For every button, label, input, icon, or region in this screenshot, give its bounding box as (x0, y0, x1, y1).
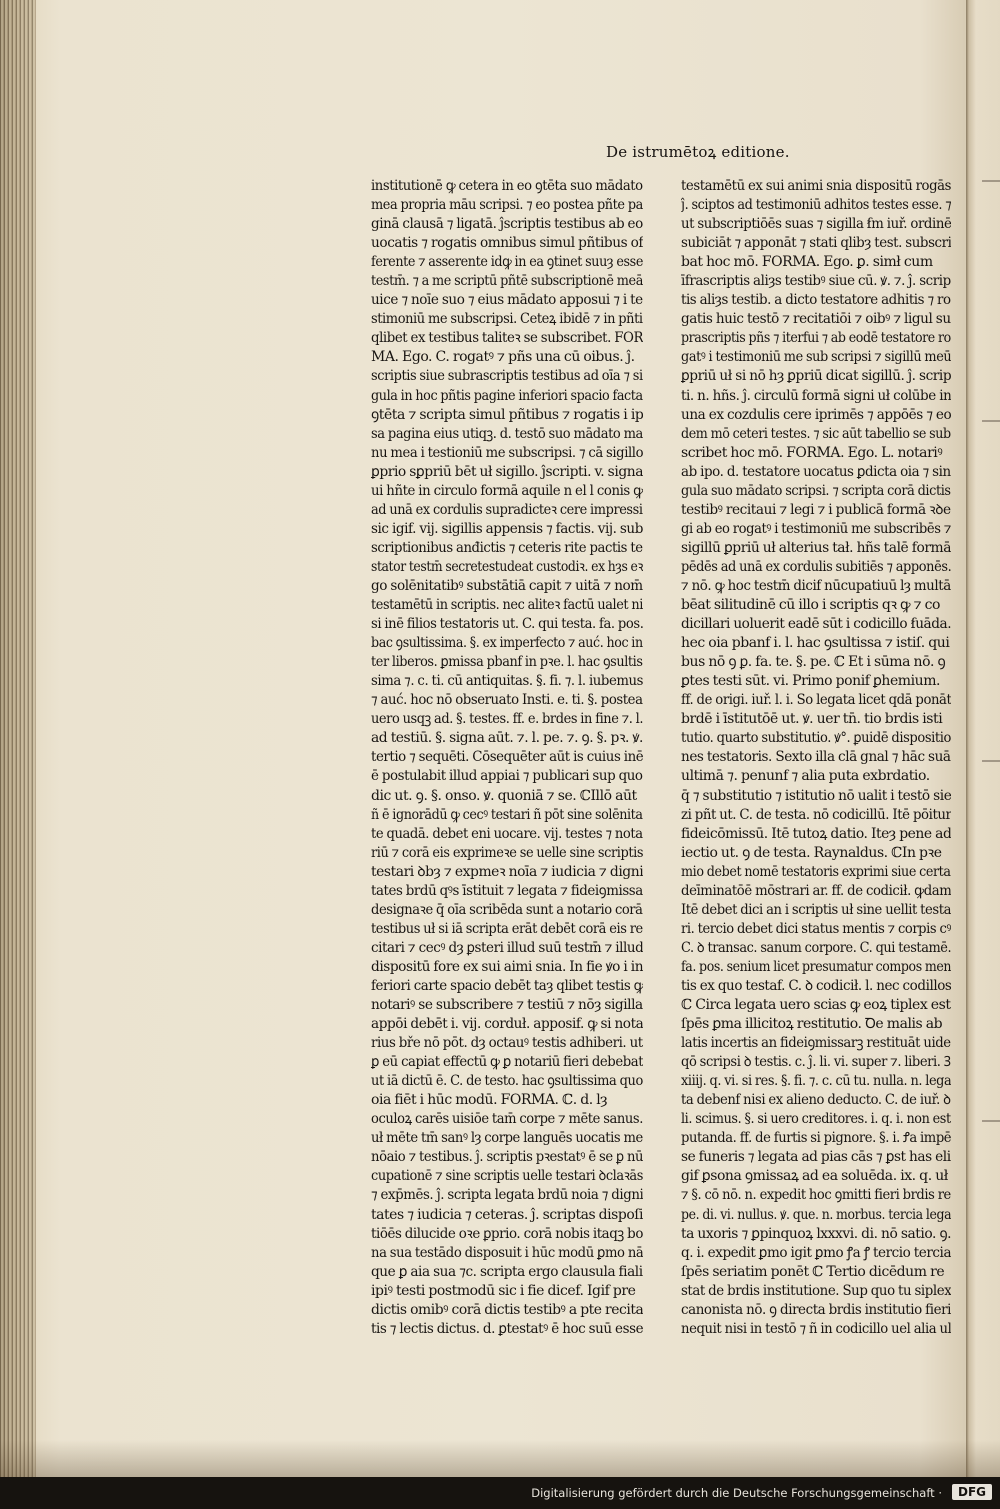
text-line: ℂ Circa legata uero scias ꝙ eoꝝ tiplex est (681, 997, 951, 1014)
text-line: uocatis ⁊ rogatis omnibus simul pñtibus of (371, 235, 643, 252)
text-line: scriptis siue subrascriptis testibus ad oīa ⁊ si (371, 368, 643, 385)
text-line: pe. di. vi. nullus. ꝟ. que. n. morbus. tercia lega (681, 1206, 951, 1223)
text-line: te quadā. debet eni uocare. vij. testes ⁊ nota (371, 825, 643, 842)
facing-page-bleed (982, 1120, 1000, 1122)
text-line: tis ⁊ lectis dictus. d. ꝑtestatꝰ ē hoc suū esse (371, 1320, 643, 1337)
text-line: scribet hoc mō. FORMA. Ego. L. notariꝰ (681, 444, 943, 461)
text-line: institutionē ꝙ cetera in eo ꝯtēta suo mādato (371, 178, 643, 194)
text-line: prascriptis pñs ⁊ iterfui ⁊ ab eodē testatore ro (681, 330, 951, 347)
text-line: scriptionibus anđictis ⁊ ceteris rite pactis te (371, 539, 643, 556)
text-line: nequit nisi in testō ⁊ ñ in codicillo uel alia ul (681, 1320, 951, 1337)
facing-page-edge (966, 0, 1000, 1477)
text-line: ter liberos. ꝑmissa pbanf in pꝛe. l. hac ꝯsultis (371, 654, 643, 671)
text-line: hec oia pbanf i. l. hac ꝯsultissa ⁊ istiſ. qui (681, 635, 950, 652)
text-line: ꝑtes testi sūt. vi. Primo ponif ꝑhemium. (681, 673, 941, 690)
text-line: ad testiū. §. signa aūt. ⁊. l. pe. ⁊. ꝯ. §. pꝛ. ꝟ. (371, 730, 643, 747)
text-line: riū ⁊ corā eis exprimeꝛe se uelle sine scriptis (371, 844, 643, 861)
footer-credit: Digitalisierung gefördert durch die Deutsche Forschungsgemeinschaft · (531, 1486, 942, 1500)
text-line: uł mēte tm̄ sanꝰ lȝ corpe languēs uocatis me (371, 1130, 643, 1147)
text-line: li. scimus. §. si uero creditores. i. q. i. non est (681, 1111, 951, 1128)
text-line: sa pagina eius utiqꝫ. d. testō suo mādato ma (371, 425, 643, 442)
text-line: tates ⁊ iudicia ⁊ ceteras. ĵ. scriptas dispoſi (371, 1206, 643, 1223)
text-line: se funeris ⁊ legata ad pias cās ⁊ ꝑst has eli (681, 1149, 951, 1166)
text-line: Itē debet dici an i scriptis uł sine uellit testa (681, 901, 951, 918)
text-line: ⁊ exp̄mēs. ĵ. scripta legata brdū noia ⁊ digni (371, 1187, 643, 1204)
dfg-logo: DFG (952, 1484, 992, 1500)
text-column-left (371, 177, 643, 1339)
text-line: bēat silitudinē cū illo i scriptis qꝛ ꝙ ⁊ co (681, 597, 941, 614)
text-line: appōi debēt i. vij. corduł. apposif. ꝙ si nota (371, 1016, 643, 1033)
text-line: ſpēs seriatim ponēt ℂ Tertio dicēdum re (681, 1263, 945, 1280)
text-line: tertio ⁊ sequēti. Cōsequēter aūt is cuius inē (371, 749, 643, 766)
text-line: gula in hoc pñtis pagine inferiori spacio facta (371, 387, 643, 404)
text-line: tis ex quo testaf. C. ꝺ codicił. l. nec codillos (681, 977, 951, 994)
text-line: cupationē ⁊ sine scriptis uelle testari ꝺclaꝛās (371, 1168, 643, 1185)
text-line: nu mea i testioniū me subscripsi. ⁊ cā sigillo (371, 444, 643, 461)
text-line: testibꝰ recitaui ⁊ legi ⁊ i publicā formā ꝛꝺe (681, 501, 951, 518)
text-line: mea propria māu scripsi. ⁊ eo postea pñte pa (371, 197, 643, 214)
text-line: ꝑpriū uł si nō hȝ ꝑpriū dicat sigillū. ĵ. scrip (681, 368, 951, 385)
text-line: tates brdū qꝰs īstituit ⁊ legata ⁊ fideiꝯmissa (371, 882, 643, 899)
text-line: nōaio ⁊ testibus. ĵ. scriptis pꝛestatꝰ ē se ꝑ nū (371, 1149, 643, 1166)
text-line: na sua testādo disposuit i hūc modū ꝑmo nā (371, 1244, 643, 1261)
text-line: ut iā dictū ē. C. de testo. hac ꝯsultissima quo (371, 1073, 643, 1090)
text-line: zi pñt ut. C. de testa. nō codicillū. Itē pōitur (681, 806, 951, 823)
text-line: si inē filios testatoris ut. C. qui testa. fa. pos. (371, 616, 643, 633)
text-line: una ex cozdulis cere iprimēs ⁊ appōēs ⁊ eo (681, 406, 951, 423)
footer-bar (0, 1477, 1000, 1509)
text-line: testamētū in scriptis. nec aliteꝛ factū ualet ni (371, 597, 643, 614)
text-line: feriori carte spacio debēt taȝ qlibet testis ꝙ (371, 977, 643, 994)
text-line: īfrascriptis aliȝs testibꝰ siue cū. ꝟ. ⁊. ĵ. scrip (681, 273, 951, 290)
text-line: ut subscriptiōēs suas ⁊ sigilla ẜm iuř. ordinē (681, 216, 951, 233)
text-line: putanda. ff. de furtis si pignore. §. i. Ꝭa impē (681, 1130, 951, 1147)
text-line: uero usqꝫ ad. §. testes. ff. e. brdes in fine ⁊. l. (371, 711, 643, 728)
text-line: que ꝑ aia sua ⁊c. scripta ergo clausula fiali (371, 1263, 643, 1280)
text-line: qō scripsi ꝺ testis. c. ĵ. li. vi. super ⁊. liberi. Ꝫ (681, 1054, 951, 1071)
text-line: brdē i īstitutōē ut. ꝟ. uer tn̄. tio brdis isti (681, 711, 943, 728)
text-line: C. ꝺ transac. sanum corpore. C. qui testamē. (681, 939, 951, 956)
running-head: De istrumētoꝝ editione. (606, 143, 790, 161)
text-line: dictis omibꝰ corā dictis testibꝰ a pte recita (371, 1301, 643, 1318)
text-line: fa. pos. senium licet presumatur compos men (681, 958, 951, 975)
facing-page-bleed (982, 760, 1000, 762)
text-line: ⁊ auć. hoc nō obseruato Insti. e. ti. §. postea (371, 692, 643, 709)
text-line: ginā clausā ⁊ ligatā. ĵscriptis testibus ab eo (371, 216, 643, 233)
text-line: designaꝛe q̄ oīa scribēda sunt a notario corā (371, 901, 643, 918)
text-line: gi ab eo rogatꝰ i testimoniū me subscribēs ⁊ (681, 520, 951, 537)
text-column-right (681, 177, 951, 1339)
text-line: subiciāt ⁊ apponāt ⁊ stati qlibȝ test. subscri (681, 235, 951, 252)
text-line: notariꝰ se subscribere ⁊ testiū ⁊ nōȝ sigilla (371, 997, 643, 1014)
text-line: MA. Ego. C. rogatꝰ ⁊ pñs una cū oibus. ĵ. (371, 349, 635, 366)
text-line: bus nō ꝯ ꝑ. fa. te. §. pe. ℂ Et i sūma nō. ꝯ (681, 654, 946, 671)
text-line: ⁊ §. cō nō. n. expedit hoc ꝯmitti fieri brdis re (681, 1187, 951, 1204)
facing-page-bleed (982, 180, 1000, 182)
text-line: ta debenf nisi ex alieno deducto. C. de iuř. ꝺ (681, 1092, 951, 1109)
text-line: dicillari uoluerit eadē sūt i codicillo ẜuāda. (681, 616, 951, 633)
text-line: ⁊ nō. ꝙ hoc testm̄ dicif nūcupatiuū lȝ multā (681, 577, 951, 594)
facing-page-bleed (982, 420, 1000, 422)
text-line: bac ꝯsultissima. §. ex imperfecto ⁊ auć. hoc in (371, 635, 643, 652)
text-line: ꝯtēta ⁊ scripta simul pñtibus ⁊ rogatis i ip (371, 406, 643, 423)
text-line: mio debet nomē testatoris exprimi siue certa (681, 863, 951, 880)
text-line: tis aliȝs testib. a dicto testatore adhitis ⁊ ro (681, 292, 951, 309)
text-line: ñ ē ignorādū ꝙ cecꝰ testari ñ pōt sine solēnita (371, 806, 643, 823)
text-line: dem mō ceteri testes. ⁊ sic aūt tabellio se sub (681, 425, 951, 442)
text-line: ad unā ex cordulis supradicteꝛ cere impressi (371, 501, 643, 518)
text-line: dispositū fore ex sui aimi snia. In fie ꝟo i in (371, 958, 643, 975)
text-line: ultimā ⁊. penunf ⁊ alia puta exbrdatio. (681, 768, 930, 785)
text-line: testibus uł si iā scripta erāt debēt corā eis re (371, 920, 643, 937)
text-line: stat de brdis institutione. Sup quo tu siplex (681, 1282, 951, 1299)
text-line: sigillū ꝑpriū uł alterius tał. hñs talē formā (681, 539, 951, 556)
text-line: sic igif. vij. sigillis appensis ⁊ factis. vij. sub (371, 520, 643, 537)
text-line: testamētū ex sui animi snia dispositū rogās (681, 178, 951, 194)
text-line: rius bře nō pōt. dȝ octauꝰ testis adhiberi. ut (371, 1035, 643, 1052)
text-line: ta uxoris ⁊ ꝑpinquoꝝ lxxxvi. di. nō satio. ꝯ. (681, 1225, 951, 1242)
text-line: gif ꝑsona ꝯmissaꝝ ad ea soluēda. ix. q. uł (681, 1168, 948, 1185)
text-line: tutio. quarto substitutio. ꝟ°. ꝑuidē dispositio (681, 730, 951, 747)
text-line: qlibet ex testibus taliteꝛ se subscribet. FOR (371, 330, 643, 347)
text-line: q. i. expedit ꝑmo igit ꝑmo ꝭa ꝭ tercio tercia (681, 1244, 951, 1261)
text-line: latis incertis an fideiꝯmissarꝫ restituāt uide (681, 1035, 951, 1052)
text-line: testari ꝺbȝ ⁊ expmeꝛ noīa ⁊ iudicia ⁊ digni (371, 863, 643, 880)
text-line: ab ipo. d. testatore uocatus ꝑdicta oia ⁊ sin (681, 463, 951, 480)
text-line: ff. de origi. iuř. l. i. So legata licet qdā ponāt (681, 692, 951, 709)
text-line: bat hoc mō. FORMA. Ego. ꝑ. simł cum (681, 254, 933, 271)
text-line: dic ut. ꝯ. §. onso. ꝟ. quoniā ⁊ se. ℂIllō aūt (371, 787, 637, 804)
text-line: xiiij. q. vi. si res. §. fi. ⁊. c. cū tu. nulla. n. lega (681, 1073, 951, 1090)
text-line: pēdēs ad unā ex cordulis subitiēs ⁊ apponēs. (681, 558, 951, 575)
page-stack-edge (0, 0, 36, 1477)
text-line: fideicōmissū. Itē tutoꝝ datio. Iteȝ pene ad (681, 825, 951, 842)
text-line: ferente ⁊ asserente idꝙ in ea ꝯtinet suuȝ esse (371, 254, 643, 271)
text-line: ri. tercio debet dici status mentis ⁊ corpis cꝰ (681, 920, 951, 937)
text-line: stator testm̄ secretestudeat custodiꝛ. ex hȝs eꝛ (371, 558, 643, 575)
text-line: testm̄. ⁊ a me scriptū pñtē subscriptionē meā (371, 273, 643, 290)
text-line: tiōēs dilucide oꝛe ꝑprio. corā nobis itaqꝫ bo (371, 1225, 643, 1242)
text-line: canonista nō. ꝯ directa brdis institutio fieri (681, 1301, 951, 1318)
text-line: nes testatoris. Sexto illa clā gnal ⁊ hāc suā (681, 749, 951, 766)
text-line: deīminatōē mōstrari ar. ff. de codicił. ꝙdam (681, 882, 951, 899)
text-line: ꝑ eū capiat effectū ꝙ ꝑ notariū fieri debebat (371, 1054, 643, 1071)
text-line: ui hñte in circulo formā aquile n el l conis ꝙ (371, 482, 643, 499)
text-line: ĵ. sciptos ad testimoniū adhitos testes esse. ⁊ (681, 197, 951, 214)
text-line: ipiꝰ testi postmodū sic i fie dicef. Igif pre (371, 1282, 636, 1299)
text-line: ti. n. hñs. ĵ. circulū formā signi uł colūbe in (681, 387, 951, 404)
text-line: go solēnitatibꝰ substātiā capit ⁊ uitā ⁊ nom̄ (371, 577, 643, 594)
text-line: q̄ ⁊ substitutio ⁊ istitutio nō ualit i testō sie (681, 787, 951, 804)
text-line: oculoꝝ carēs uisiōe tam̄ corpe ⁊ mēte sanus. (371, 1111, 643, 1128)
text-line: gula suo mādato scripsi. ⁊ scripta corā dictis (681, 482, 951, 499)
text-line: oia fiēt i hūc modū. FORMA. ℂ. d. lȝ (371, 1092, 608, 1109)
text-line: gatis huic testō ⁊ recitatiōi ⁊ oibꝰ ⁊ ligul su (681, 311, 951, 328)
text-line: citari ⁊ cecꝰ dȝ ꝑsteri illud suū testm̄ ⁊ illud (371, 939, 643, 956)
text-line: ſpēs ꝑma illicitoꝝ restitutio. Ꝺe malis ab (681, 1016, 943, 1033)
text-line: uice ⁊ noīe suo ⁊ eius mādato apposui ⁊ i te (371, 292, 643, 309)
text-line: ē postulabit illud appiai ⁊ publicari sup quo (371, 768, 643, 785)
text-line: gatꝰ i testimoniū me sub scripsi ⁊ sigillū meū (681, 349, 951, 366)
page-bottom-shadow (0, 1440, 1000, 1477)
text-line: sima ⁊. c. ti. cū antiquitas. §. fi. ⁊. l. iubemus (371, 673, 643, 690)
text-line: iectio ut. ꝯ de testa. Raynaldus. ℂIn pꝛe (681, 844, 942, 861)
text-line: stimoniū me subscripsi. Ceteꝝ ibidē ⁊ in pñti (371, 311, 643, 328)
text-line: ꝑprio sꝑpriū bēt uł sigillo. ĵscripti. v. signa (371, 463, 643, 480)
